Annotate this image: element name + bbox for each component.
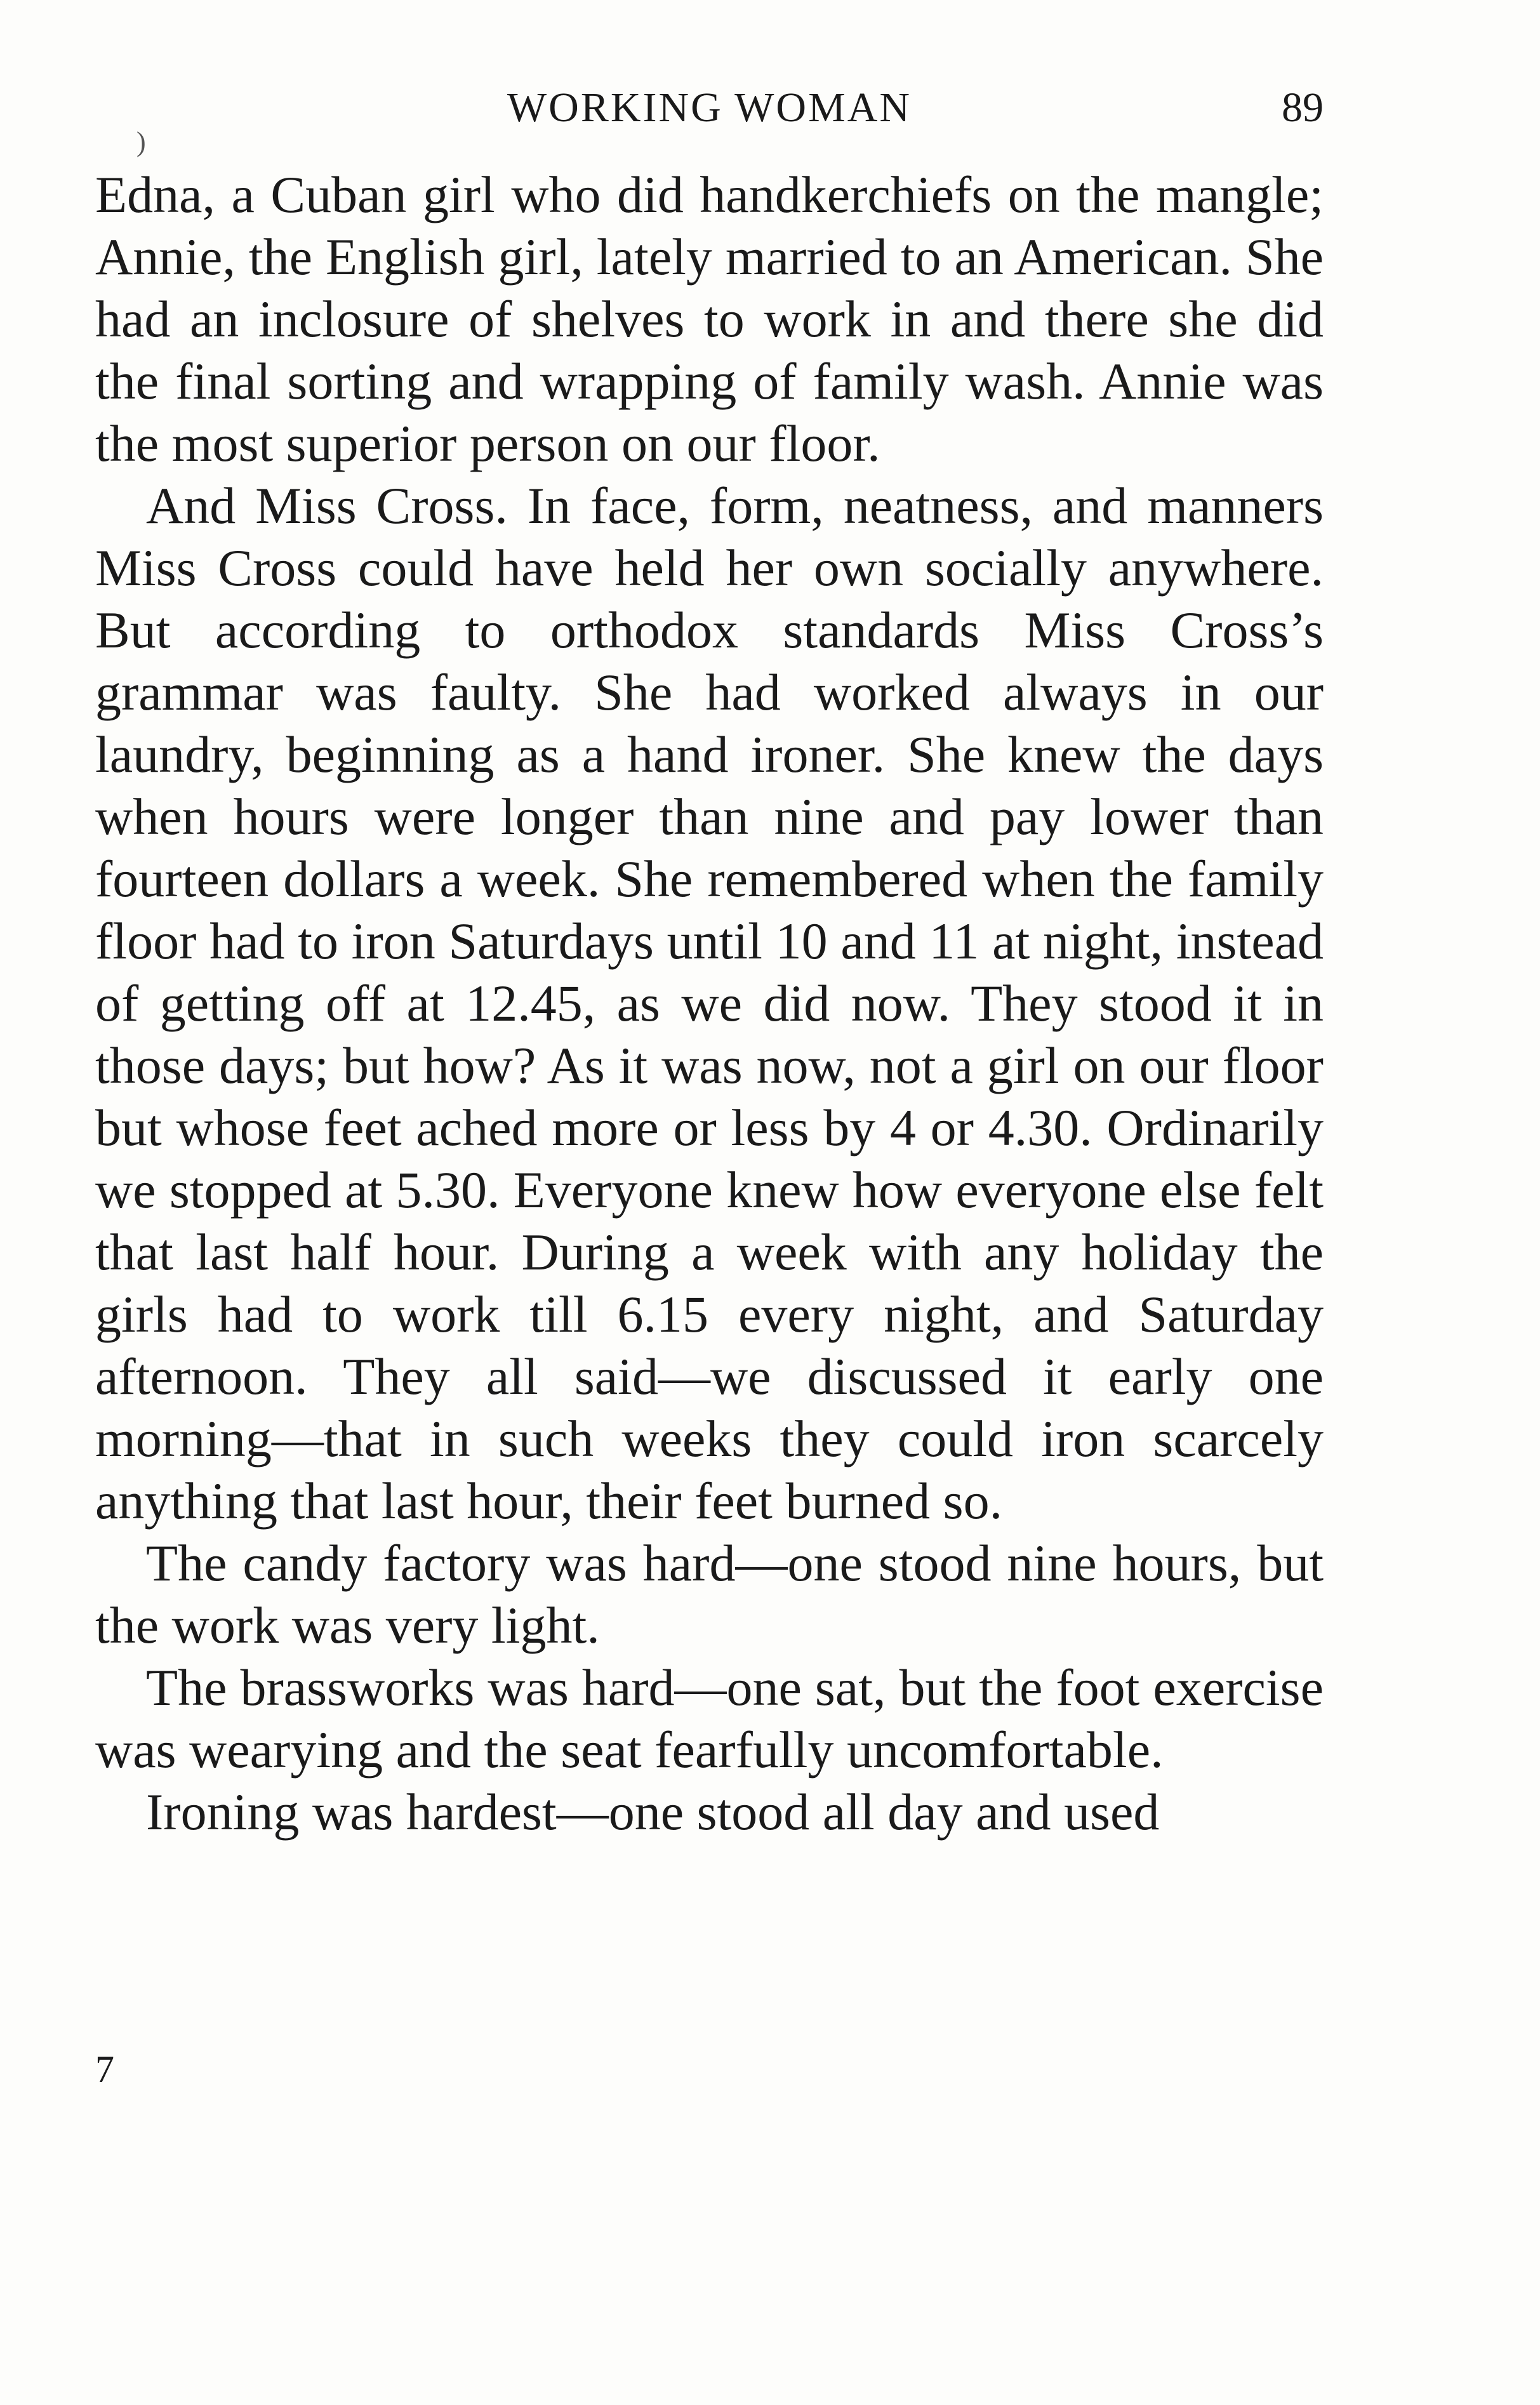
paragraph-5: Ironing was hardest—one stood all day and used <box>146 1783 1160 1841</box>
paragraph-1: Edna, a Cuban girl who did handkerchiefs on the mangle; Annie, the English girl, lately married to an American. She had an inclosure of shelves to work in and there she did the final sorting and wrapping of family wash. Annie was the most superior person on our floor. <box>95 166 1324 472</box>
paragraph-3: The candy factory was hard—one stood nine hours, but the work was very light. <box>95 1534 1324 1654</box>
body-text <box>95 164 1324 1843</box>
page-number: 89 <box>1282 84 1324 131</box>
running-head <box>95 83 1324 133</box>
paragraph-4: The brassworks was hard—one sat, but the foot exercise was wearying and the seat fearfully uncomfortable. <box>95 1659 1324 1779</box>
signature-mark: 7 <box>95 2048 114 2090</box>
paragraph-2: And Miss Cross. In face, form, neatness, and manners Miss Cross could have held her own socially anywhere. But according to orthodox standards Miss Cross’s grammar was faulty. She had worked always in our laundry, beginning as a hand ironer. She knew the days when hours were longer than nine and pay lower than fourteen dollars a week. She remembered when the family floor had to iron Saturdays until 10 and 11 at night, instead of getting off at 12.45, as we did now. They stood it in those days; but how? As it was now, not a girl on our floor but whose feet ached more or less by 4 or 4.30. Ordinarily we stopped at 5.30. Everyone knew how everyone else felt that last half hour. During a week with any holiday the girls had to work till 6.15 every night, and Saturday afternoon. They all said—we discussed it early one morning—that in such weeks they could iron scarcely anything that last hour, their feet burned so. <box>95 477 1324 1530</box>
running-title: WORKING WOMAN <box>507 84 912 131</box>
stray-mark: ) <box>136 126 146 157</box>
